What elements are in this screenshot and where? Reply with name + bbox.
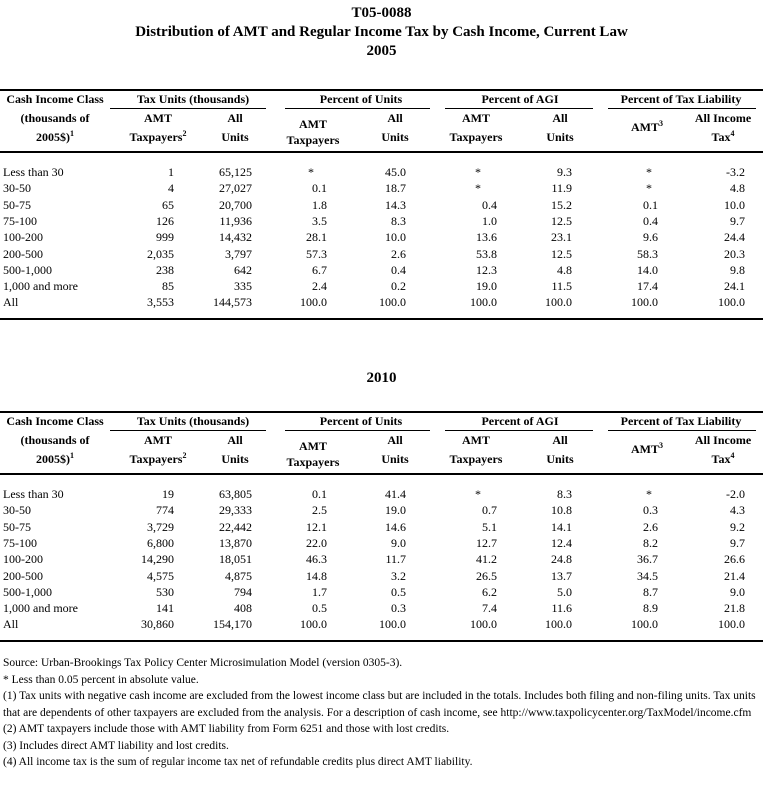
header-text: Units [381, 130, 409, 144]
header-all [525, 433, 595, 448]
table-year-2005: 2005 [366, 43, 397, 59]
footnotes [3, 655, 759, 771]
table-cell: -3.2 [726, 165, 745, 179]
table-cell: 3,729 [147, 520, 174, 534]
header-all-units [200, 130, 270, 145]
table-row [0, 165, 763, 180]
table-cell: 27,027 [219, 181, 252, 195]
header-text: All [227, 433, 243, 447]
table-cell: 9.8 [730, 263, 745, 277]
header-all-units [360, 130, 430, 145]
table-cell: 9.3 [557, 165, 572, 179]
header-all-units [200, 452, 270, 467]
table-cell: 14.3 [385, 198, 406, 212]
table-cell: 141 [156, 601, 174, 615]
header-cash-income-class-line [0, 130, 110, 145]
header-underline [285, 430, 430, 431]
header-percent-agi: Percent of AGI [481, 414, 559, 428]
row-label: 50-75 [3, 198, 31, 212]
header-underline [285, 108, 430, 109]
table-cell: 45.0 [385, 165, 406, 179]
header-text: All [227, 111, 243, 125]
table-cell: 34.5 [637, 569, 658, 583]
header-percent-units: Percent of Units [319, 414, 403, 428]
table-cell: 100.0 [718, 617, 745, 631]
table-top-border [0, 89, 763, 91]
header-text: Units [221, 452, 249, 466]
header-text: AMT [631, 442, 659, 456]
header-text: AMT [462, 433, 490, 447]
table-cell: 14,432 [219, 230, 252, 244]
table-cell: 4.8 [557, 263, 572, 277]
header-text: All [552, 433, 568, 447]
header-amt [118, 433, 198, 448]
table-cell: 30,860 [141, 617, 174, 631]
header-bottom-border [0, 473, 763, 475]
header-text: (thousands of [20, 433, 90, 447]
header-text: Units [546, 452, 574, 466]
table-cell: 12.5 [551, 247, 572, 261]
table-cell: 5.0 [557, 585, 572, 599]
header-tax-units: Tax Units (thousands) [136, 414, 250, 428]
table-cell: 36.7 [637, 552, 658, 566]
table-cell: 100.0 [718, 295, 745, 309]
header-text: (thousands of [20, 111, 90, 125]
header-text: Taxpayers [449, 130, 503, 144]
table-cell: 9.6 [643, 230, 658, 244]
table-cell: 0.3 [391, 601, 406, 615]
header-text: AMT [631, 120, 659, 134]
table-cell: 126 [156, 214, 174, 228]
header-bottom-border [0, 151, 763, 153]
header-amt [118, 111, 198, 126]
table-bottom-border [0, 640, 763, 642]
row-label: 1,000 and more [3, 279, 78, 293]
footnote-ref: 3 [659, 119, 663, 128]
header-text: Tax [711, 130, 731, 144]
table-cell: 11.5 [551, 279, 572, 293]
table-cell: 1.7 [312, 585, 327, 599]
table-cell: 63,805 [219, 487, 252, 501]
table-cell: 238 [156, 263, 174, 277]
table-cell: 8.3 [391, 214, 406, 228]
table-cell: 100.0 [545, 617, 572, 631]
header-percent-liability: Percent of Tax Liability [620, 414, 742, 428]
table-cell: 12.4 [551, 536, 572, 550]
table-cell: 2.5 [312, 503, 327, 517]
footnote-ref: 3 [659, 441, 663, 450]
table-row [0, 520, 763, 535]
table-cell: 28.1 [306, 230, 327, 244]
table-cell: 9.7 [730, 214, 745, 228]
footnote-ref: 4 [730, 451, 735, 460]
header-text: Cash Income Class [6, 414, 104, 428]
table-cell: 100.0 [545, 295, 572, 309]
table-cell: 57.3 [306, 247, 327, 261]
table-cell: 15.2 [551, 198, 572, 212]
table-cell: * [475, 165, 481, 179]
table-cell: 22,442 [219, 520, 252, 534]
footnote-ref: 1 [70, 451, 74, 460]
table-cell: 4.8 [730, 181, 745, 195]
row-label: All [3, 295, 19, 309]
table-year-2010: 2010 [366, 370, 397, 386]
table-cell: 100.0 [300, 295, 327, 309]
header-text: Cash Income Class [6, 92, 104, 106]
table-cell: 8.9 [643, 601, 658, 615]
table-cell: 14.6 [385, 520, 406, 534]
header-underline [110, 430, 266, 431]
row-label: 1,000 and more [3, 601, 78, 615]
header-amt-liability [612, 442, 682, 457]
table-cell: * [646, 487, 652, 501]
table-cell: 58.3 [637, 247, 658, 261]
table-cell: 1.0 [482, 214, 497, 228]
table-row [0, 569, 763, 584]
table-cell: 0.1 [312, 181, 327, 195]
header-text: 2005$) [36, 130, 70, 144]
table-cell: 100.0 [379, 617, 406, 631]
header-all [360, 433, 430, 448]
table-cell: 19.0 [385, 503, 406, 517]
table-cell: 21.4 [724, 569, 745, 583]
header-text: 2005$) [36, 452, 70, 466]
table-cell: 29,333 [219, 503, 252, 517]
table-cell: 24.8 [551, 552, 572, 566]
footnote-1: (1) Tax units with negative cash income are excluded from the lowest income class but are included in the totals. Includes both filing and non-filing units. Tax units that are dependents of other taxpayers are excluded from the analysis. For a description of cash income, see http://www.taxpolicycenter.org/TaxModel/income.cfm [3, 690, 756, 719]
header-text: Taxpayers [286, 455, 340, 469]
table-cell: 26.5 [476, 569, 497, 583]
row-label: 30-50 [3, 503, 31, 517]
table-cell: 154,170 [213, 617, 252, 631]
table-cell: 12.1 [306, 520, 327, 534]
table-cell: 11,936 [219, 214, 252, 228]
header-tax-units: Tax Units (thousands) [136, 92, 250, 106]
table-cell: 13.7 [551, 569, 572, 583]
header-all-income-tax [688, 452, 758, 467]
table-cell: 11.6 [551, 601, 572, 615]
table-row [0, 198, 763, 213]
header-all-income [688, 433, 758, 448]
table-cell: 3,797 [225, 247, 252, 261]
table-bottom-border [0, 318, 763, 320]
header-percent-agi: Percent of AGI [481, 92, 559, 106]
table-top-border [0, 411, 763, 413]
table-cell: * [475, 487, 481, 501]
table-cell: 46.3 [306, 552, 327, 566]
table-cell: 794 [234, 585, 252, 599]
table-cell: * [308, 165, 314, 179]
header-text: Taxpayers [286, 133, 340, 147]
table-cell: 10.0 [724, 198, 745, 212]
table-cell: 26.6 [724, 552, 745, 566]
table-cell: 100.0 [470, 617, 497, 631]
table-row [0, 601, 763, 616]
table-cell: 20.3 [724, 247, 745, 261]
table-row [0, 214, 763, 229]
table-cell: 12.5 [551, 214, 572, 228]
table-row [0, 230, 763, 245]
table-cell: 19.0 [476, 279, 497, 293]
table-cell: 20,700 [219, 198, 252, 212]
table-cell: 65,125 [219, 165, 252, 179]
table-cell: 774 [156, 503, 174, 517]
table-cell: 530 [156, 585, 174, 599]
table-cell: 11.9 [551, 181, 572, 195]
header-text: AMT [462, 111, 490, 125]
row-label: 50-75 [3, 520, 31, 534]
table-cell: 2.4 [312, 279, 327, 293]
header-percent-liability: Percent of Tax Liability [620, 92, 742, 106]
row-label: 100-200 [3, 230, 43, 244]
table-cell: 13,870 [219, 536, 252, 550]
header-text: AMT [299, 439, 327, 453]
footnote-3: (3) Includes direct AMT liability and lost credits. [3, 739, 229, 752]
footnote-ref: 1 [70, 129, 74, 138]
table-cell: 6.7 [312, 263, 327, 277]
table-cell: 100.0 [379, 295, 406, 309]
header-all [200, 433, 270, 448]
table-cell: 18,051 [219, 552, 252, 566]
table-cell: 1 [168, 165, 174, 179]
header-text: Taxpayers [449, 452, 503, 466]
table-cell: 100.0 [470, 295, 497, 309]
table-cell: 9.0 [730, 585, 745, 599]
table-row [0, 279, 763, 294]
table-row [0, 295, 763, 310]
table-cell: 14.0 [637, 263, 658, 277]
table-cell: 2,035 [147, 247, 174, 261]
header-all [360, 111, 430, 126]
table-cell: 4 [168, 181, 174, 195]
table-cell: 5.1 [482, 520, 497, 534]
table-cell: 0.3 [643, 503, 658, 517]
table-row [0, 552, 763, 567]
header-text: Taxpayers [129, 452, 183, 466]
table-cell: 3.5 [312, 214, 327, 228]
table-cell: 18.7 [385, 181, 406, 195]
table-cell: 6.2 [482, 585, 497, 599]
row-label: 500-1,000 [3, 585, 52, 599]
table-cell: 408 [234, 601, 252, 615]
header-text: AMT [144, 111, 172, 125]
table-cell: * [475, 181, 481, 195]
table-cell: -2.0 [726, 487, 745, 501]
row-label: 200-500 [3, 569, 43, 583]
header-text: Units [221, 130, 249, 144]
table-cell: 12.3 [476, 263, 497, 277]
header-all [200, 111, 270, 126]
table-cell: 22.0 [306, 536, 327, 550]
table-row [0, 503, 763, 518]
header-text: All Income [694, 111, 752, 125]
header-amt-taxpayers [118, 452, 198, 467]
header-underline [608, 430, 756, 431]
table-row [0, 536, 763, 551]
header-text: Units [546, 130, 574, 144]
table-row [0, 263, 763, 278]
table-cell: 642 [234, 263, 252, 277]
row-label: All [3, 617, 19, 631]
table-cell: 100.0 [300, 617, 327, 631]
header-text: Tax [711, 452, 731, 466]
table-cell: 144,573 [213, 295, 252, 309]
table-cell: 14,290 [141, 552, 174, 566]
table-cell: 0.1 [312, 487, 327, 501]
header-cash-income-class-line [0, 92, 110, 107]
table-cell: 14.8 [306, 569, 327, 583]
row-label: Less than 30 [3, 165, 64, 179]
header-amt [278, 439, 348, 454]
header-amt [278, 117, 348, 132]
table-cell: 0.4 [643, 214, 658, 228]
header-amt-taxpayers [436, 130, 516, 145]
table-cell: 7.4 [482, 601, 497, 615]
header-amt [436, 433, 516, 448]
row-label: 30-50 [3, 181, 31, 195]
header-all-units [360, 452, 430, 467]
table-cell: 3.2 [391, 569, 406, 583]
table-cell: 4,875 [225, 569, 252, 583]
header-underline [110, 108, 266, 109]
table-cell: 2.6 [391, 247, 406, 261]
header-amt [436, 111, 516, 126]
header-all-units [525, 130, 595, 145]
row-label: Less than 30 [3, 487, 64, 501]
table-cell: 23.1 [551, 230, 572, 244]
header-underline [445, 108, 593, 109]
footnote-ref: 2 [182, 451, 187, 460]
table-cell: 11.7 [385, 552, 406, 566]
table-cell: 10.0 [385, 230, 406, 244]
table-row [0, 247, 763, 262]
header-all-income-tax [688, 130, 758, 145]
header-underline [608, 108, 756, 109]
row-label: 100-200 [3, 552, 43, 566]
table-cell: 0.2 [391, 279, 406, 293]
table-cell: 17.4 [637, 279, 658, 293]
document-title: Distribution of AMT and Regular Income Tax by Cash Income, Current Law [135, 24, 628, 40]
table-cell: * [646, 165, 652, 179]
footnote-ref: 4 [730, 129, 735, 138]
header-text: Taxpayers [129, 130, 183, 144]
row-label: 200-500 [3, 247, 43, 261]
table-cell: 21.8 [724, 601, 745, 615]
footnote-2: (2) AMT taxpayers include those with AMT liability from Form 6251 and those with lost credits. [3, 723, 450, 735]
header-text: All [387, 111, 403, 125]
table-cell: 9.7 [730, 536, 745, 550]
table-cell: 24.1 [724, 279, 745, 293]
footnote-source: Source: Urban-Brookings Tax Policy Center Microsimulation Model (version 0305-3). [3, 657, 403, 669]
header-text: AMT [299, 117, 327, 131]
table-cell: 4,575 [147, 569, 174, 583]
table-row [0, 181, 763, 196]
header-text: All [552, 111, 568, 125]
header-text: AMT [144, 433, 172, 447]
header-cash-income-class-line [0, 433, 110, 448]
table-cell: 100.0 [631, 617, 658, 631]
table-cell: 1.8 [312, 198, 327, 212]
header-all-income [688, 111, 758, 126]
table-cell: 19 [162, 487, 174, 501]
header-all [525, 111, 595, 126]
table-cell: 85 [162, 279, 174, 293]
table-cell: * [646, 181, 652, 195]
table-cell: 9.0 [391, 536, 406, 550]
row-label: 75-100 [3, 214, 37, 228]
table-cell: 0.4 [482, 198, 497, 212]
table-cell: 10.8 [551, 503, 572, 517]
table-cell: 65 [162, 198, 174, 212]
table-cell: 9.2 [730, 520, 745, 534]
header-underline [445, 430, 593, 431]
header-cash-income-class-line [0, 414, 110, 429]
document-id: T05-0088 [351, 5, 412, 21]
table-cell: 53.8 [476, 247, 497, 261]
table-cell: 8.7 [643, 585, 658, 599]
table-cell: 41.2 [476, 552, 497, 566]
row-label: 75-100 [3, 536, 37, 550]
footnote-asterisk: * Less than 0.05 percent in absolute value. [3, 673, 199, 686]
table-cell: 8.2 [643, 536, 658, 550]
table-cell: 999 [156, 230, 174, 244]
header-amt-taxpayers [278, 133, 348, 148]
table-cell: 4.3 [730, 503, 745, 517]
footnote-4: (4) All income tax is the sum of regular income tax net of refundable credits plus direct AMT liability. [3, 756, 473, 768]
header-amt-taxpayers [118, 130, 198, 145]
table-row [0, 487, 763, 502]
table-cell: 2.6 [643, 520, 658, 534]
table-cell: 12.7 [476, 536, 497, 550]
table-cell: 0.7 [482, 503, 497, 517]
row-label: 500-1,000 [3, 263, 52, 277]
table-cell: 100.0 [631, 295, 658, 309]
table-cell: 0.5 [391, 585, 406, 599]
table-cell: 41.4 [385, 487, 406, 501]
header-text: All [387, 433, 403, 447]
header-cash-income-class-line [0, 111, 110, 126]
header-amt-taxpayers [278, 455, 348, 470]
header-amt-liability [612, 120, 682, 135]
table-row [0, 585, 763, 600]
table-cell: 0.4 [391, 263, 406, 277]
table-cell: 8.3 [557, 487, 572, 501]
header-amt-taxpayers [436, 452, 516, 467]
table-cell: 0.5 [312, 601, 327, 615]
header-percent-units: Percent of Units [319, 92, 403, 106]
header-all-units [525, 452, 595, 467]
table-cell: 24.4 [724, 230, 745, 244]
header-cash-income-class-line [0, 452, 110, 467]
header-text: Units [381, 452, 409, 466]
header-text: All Income [694, 433, 752, 447]
table-cell: 3,553 [147, 295, 174, 309]
footnote-ref: 2 [182, 129, 187, 138]
table-cell: 0.1 [643, 198, 658, 212]
table-row [0, 617, 763, 632]
table-cell: 6,800 [147, 536, 174, 550]
table-cell: 13.6 [476, 230, 497, 244]
table-cell: 335 [234, 279, 252, 293]
table-cell: 14.1 [551, 520, 572, 534]
